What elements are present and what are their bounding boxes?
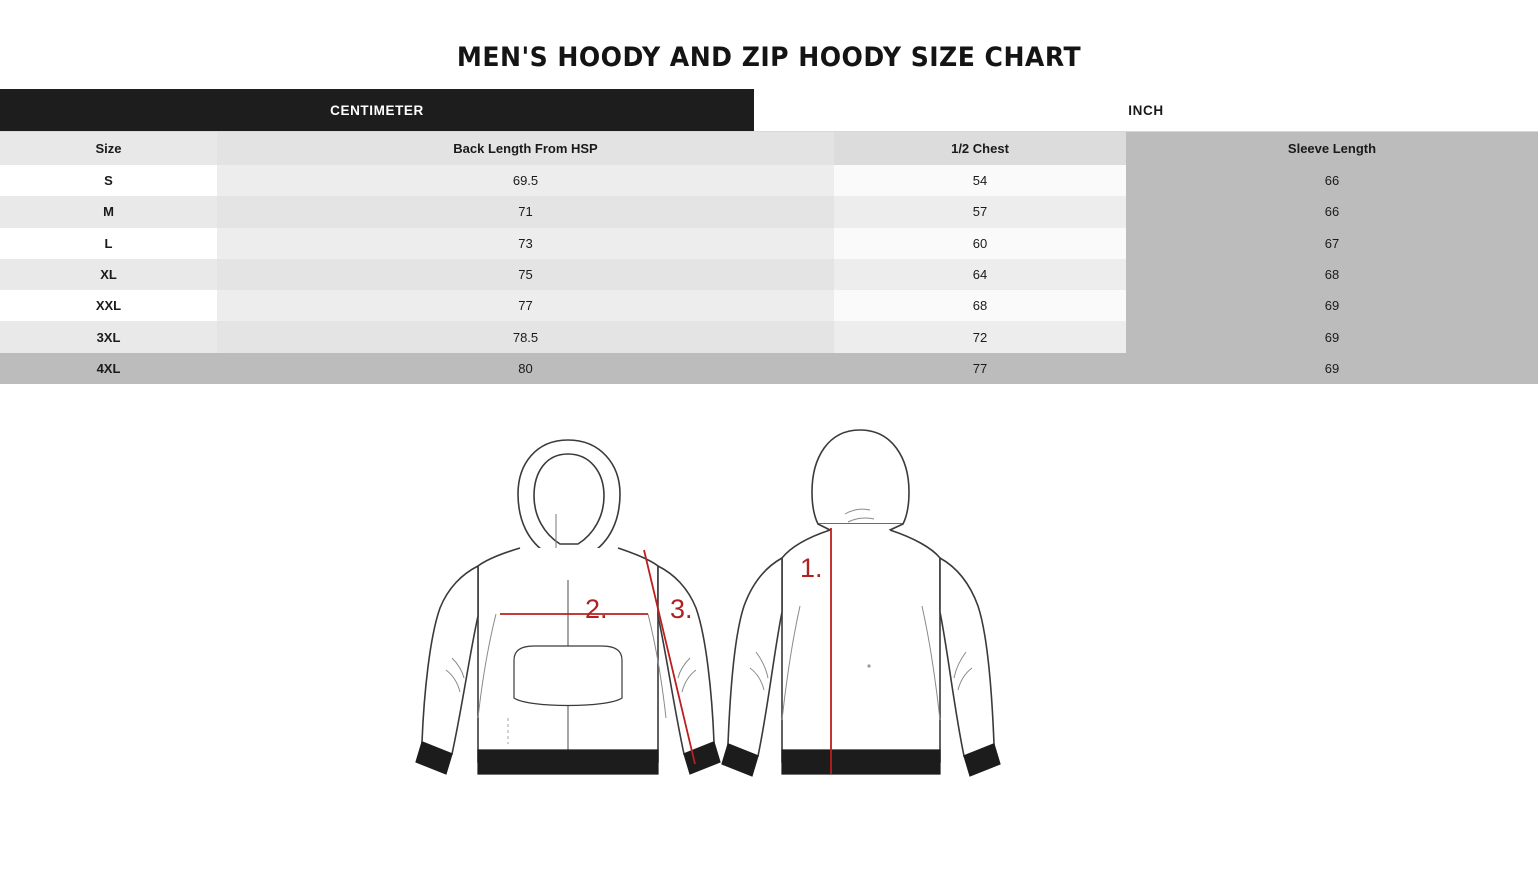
cell-back-length: 71 — [217, 196, 834, 227]
measurement-diagram — [0, 402, 1538, 862]
cell-half-chest: 60 — [834, 228, 1126, 259]
label-back-length: 1. — [800, 553, 823, 584]
page-title: MEN'S HOODY AND ZIP HOODY SIZE CHART — [456, 42, 1082, 73]
label-half-chest: 2. — [585, 594, 608, 625]
column-header-size: Size — [0, 132, 217, 165]
cell-sleeve-length: 66 — [1126, 165, 1538, 196]
cell-sleeve-length: 69 — [1126, 321, 1538, 352]
cell-half-chest: 54 — [834, 165, 1126, 196]
size-chart-table — [0, 132, 1538, 384]
cell-sleeve-length: 66 — [1126, 196, 1538, 227]
cell-half-chest: 57 — [834, 196, 1126, 227]
cell-half-chest: 72 — [834, 321, 1126, 352]
unit-tab-bar — [0, 89, 1538, 132]
table-header-row — [0, 132, 1538, 165]
cell-size: 3XL — [0, 321, 217, 352]
cell-sleeve-length: 67 — [1126, 228, 1538, 259]
cell-back-length: 75 — [217, 259, 834, 290]
tab-centimeter[interactable]: CENTIMETER — [0, 89, 754, 131]
column-header-back-length: Back Length From HSP — [217, 132, 834, 165]
cell-back-length: 78.5 — [217, 321, 834, 352]
label-sleeve-length: 3. — [670, 594, 693, 625]
cell-size: XL — [0, 259, 217, 290]
cell-sleeve-length: 68 — [1126, 259, 1538, 290]
cell-half-chest: 64 — [834, 259, 1126, 290]
table-row — [0, 165, 1538, 196]
cell-back-length: 80 — [217, 353, 834, 384]
table-row — [0, 353, 1538, 384]
column-header-sleeve-length: Sleeve Length — [1126, 132, 1538, 165]
cell-sleeve-length: 69 — [1126, 290, 1538, 321]
cell-back-length: 77 — [217, 290, 834, 321]
cell-size: XXL — [0, 290, 217, 321]
cell-size: 4XL — [0, 353, 217, 384]
cell-back-length: 69.5 — [217, 165, 834, 196]
column-header-half-chest: 1/2 Chest — [834, 132, 1126, 165]
table-body — [0, 165, 1538, 384]
cell-back-length: 73 — [217, 228, 834, 259]
cell-half-chest: 77 — [834, 353, 1126, 384]
table-row — [0, 321, 1538, 352]
cell-size: S — [0, 165, 217, 196]
table-header — [0, 132, 1538, 165]
table-row — [0, 290, 1538, 321]
hoody-back-view — [728, 430, 994, 762]
tab-inch[interactable]: INCH — [754, 89, 1538, 131]
table-row — [0, 259, 1538, 290]
cell-size: M — [0, 196, 217, 227]
table-row — [0, 196, 1538, 227]
cell-sleeve-length: 69 — [1126, 353, 1538, 384]
table-row — [0, 228, 1538, 259]
cell-half-chest: 68 — [834, 290, 1126, 321]
cell-size: L — [0, 228, 217, 259]
